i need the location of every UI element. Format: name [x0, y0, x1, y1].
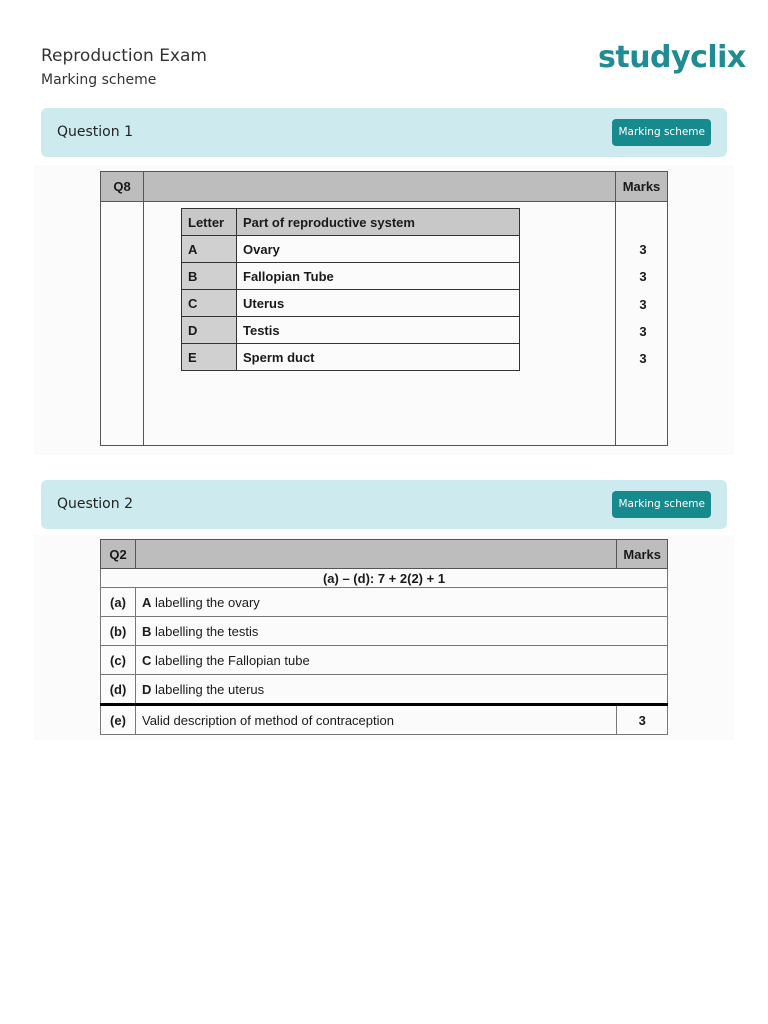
table-row: [101, 588, 668, 617]
question-1-label: Question 1: [57, 124, 133, 140]
row-description: C labelling the Fallopian tube: [136, 646, 668, 675]
table-row: [101, 646, 668, 675]
table-row: [101, 675, 668, 705]
q8-number: Q8: [101, 172, 144, 202]
table-row: [182, 263, 520, 290]
row-part: Fallopian Tube: [237, 263, 520, 290]
studyclix-logo[interactable]: studyclix: [598, 40, 746, 75]
table-row: [182, 236, 520, 263]
q2-marks-header: Marks: [617, 540, 668, 569]
row-part: Uterus: [237, 290, 520, 317]
table-row: [101, 617, 668, 646]
row-marks: 3: [639, 297, 647, 312]
row-description: Valid description of method of contraception: [136, 705, 617, 735]
row-letter: D: [182, 317, 237, 344]
row-letter: C: [182, 290, 237, 317]
row-part: (d): [101, 675, 136, 705]
row-description: D labelling the uterus: [136, 675, 668, 705]
q2-marking-table: [100, 539, 668, 735]
row-letter: B: [182, 263, 237, 290]
row-marks: 3: [617, 705, 668, 735]
row-description: B labelling the testis: [136, 617, 668, 646]
row-description: A labelling the ovary: [136, 588, 668, 617]
row-part: Testis: [237, 317, 520, 344]
q2-header-blank: [136, 540, 617, 569]
row-marks: 3: [639, 324, 647, 339]
row-letter: A: [182, 236, 237, 263]
question-2-marking-scheme-button[interactable]: Marking scheme: [612, 491, 711, 518]
question-2-label: Question 2: [57, 496, 133, 512]
table-row: [182, 344, 520, 371]
q2-summary: (a) – (d): 7 + 2(2) + 1: [101, 569, 668, 588]
table-row: [182, 317, 520, 344]
row-part: Sperm duct: [237, 344, 520, 371]
q2-number: Q2: [101, 540, 136, 569]
row-marks: 3: [639, 269, 647, 284]
table-row: [182, 290, 520, 317]
question-1-marking-scheme-button[interactable]: Marking scheme: [612, 119, 711, 146]
q8-marks-header: Marks: [616, 172, 668, 202]
document-subtitle: Marking scheme: [41, 72, 157, 88]
q8-answer-table: [181, 208, 520, 371]
row-part: (a): [101, 588, 136, 617]
document-title: Reproduction Exam: [41, 46, 207, 66]
part-header: Part of reproductive system: [237, 209, 520, 236]
letter-header: Letter: [182, 209, 237, 236]
question-2-banner: [41, 480, 727, 529]
row-marks: 3: [639, 351, 647, 366]
row-part: (b): [101, 617, 136, 646]
row-part: Ovary: [237, 236, 520, 263]
table-row: [101, 705, 668, 735]
row-marks: 3: [639, 242, 647, 257]
row-part: (e): [101, 705, 136, 735]
row-letter: E: [182, 344, 237, 371]
q8-header-blank: [144, 172, 616, 202]
question-1-banner: [41, 108, 727, 157]
row-part: (c): [101, 646, 136, 675]
